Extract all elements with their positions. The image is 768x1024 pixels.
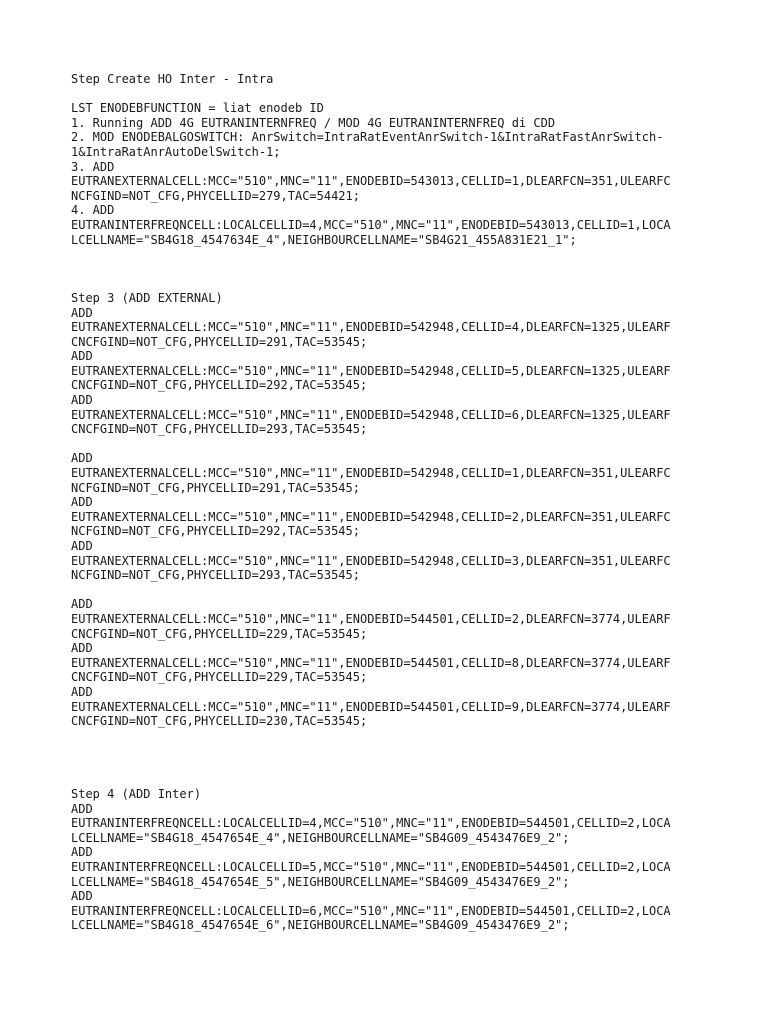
- text-line: LST ENODEBFUNCTION = liat enodeb ID: [71, 101, 324, 116]
- text-line: EUTRANINTERFREQNCELL:LOCALCELLID=4,MCC="510",MNC="11",ENODEBID=543013,CELLID=1,LOCA: [71, 217, 671, 232]
- text-line: ADD: [71, 641, 93, 656]
- text-line: EUTRANEXTERNALCELL:MCC="510",MNC="11",ENODEBID=543013,CELLID=1,DLEARFCN=351,ULEARFC: [71, 174, 671, 189]
- text-line: EUTRANEXTERNALCELL:MCC="510",MNC="11",ENODEBID=542948,CELLID=3,DLEARFCN=351,ULEARFC: [71, 553, 671, 568]
- text-line: CNCFGIND=NOT_CFG,PHYCELLID=229,TAC=53545;: [71, 670, 368, 685]
- text-line: 3. ADD: [71, 159, 115, 174]
- text-line: CNCFGIND=NOT_CFG,PHYCELLID=229,TAC=53545;: [71, 626, 368, 641]
- text-line: 1. Running ADD 4G EUTRANINTERNFREQ / MOD 4G EUTRANINTERNFREQ di CDD: [71, 115, 556, 130]
- blank-line: [71, 247, 711, 262]
- text-line: ADD: [71, 539, 93, 553]
- blank-line: [71, 87, 711, 102]
- text-line: 1&IntraRatAnrAutoDelSwitch-1;: [71, 144, 281, 159]
- text-line: LCELLNAME="SB4G18_4547654E_4",NEIGHBOURCELLNAME="SB4G09_4543476E9_2";: [71, 830, 570, 845]
- blank-line: [71, 729, 711, 744]
- blank-line: [71, 773, 711, 788]
- text-line: NCFGIND=NOT_CFG,PHYCELLID=279,TAC=54421;: [71, 188, 360, 203]
- blank-line: [71, 583, 711, 598]
- text-line: EUTRANINTERFREQNCELL:LOCALCELLID=6,MCC="510",MNC="11",ENODEBID=544501,CELLID=2,LOCA: [71, 903, 671, 918]
- text-line: NCFGIND=NOT_CFG,PHYCELLID=292,TAC=53545;: [71, 524, 360, 539]
- text-line: NCFGIND=NOT_CFG,PHYCELLID=293,TAC=53545;: [71, 568, 360, 583]
- text-line: ADD: [71, 845, 93, 860]
- text-line: EUTRANEXTERNALCELL:MCC="510",MNC="11",ENODEBID=544501,CELLID=9,DLEARFCN=3774,ULEARF: [71, 699, 671, 714]
- text-line: ADD: [71, 305, 93, 320]
- text-line: LCELLNAME="SB4G18_4547654E_5",NEIGHBOURCELLNAME="SB4G09_4543476E9_2";: [71, 874, 570, 889]
- text-line: EUTRANEXTERNALCELL:MCC="510",MNC="11",ENODEBID=542948,CELLID=5,DLEARFCN=1325,ULEARF: [71, 363, 671, 378]
- text-line: EUTRANEXTERNALCELL:MCC="510",MNC="11",ENODEBID=542948,CELLID=2,DLEARFCN=351,ULEARFC: [71, 509, 671, 524]
- text-line: 2. MOD ENODEBALGOSWITCH: AnrSwitch=IntraRatEventAnrSwitch-1&IntraRatFastAnrSwitch-: [71, 130, 664, 145]
- text-line: Step Create HO Inter - Intra: [71, 72, 274, 86]
- text-line: LCELLNAME="SB4G18_4547634E_4",NEIGHBOURCELLNAME="SB4G21_455A831E21_1";: [71, 232, 577, 247]
- text-line: EUTRANEXTERNALCELL:MCC="510",MNC="11",ENODEBID=544501,CELLID=8,DLEARFCN=3774,ULEARF: [71, 655, 671, 670]
- text-line: ADD: [71, 349, 93, 364]
- text-line: EUTRANEXTERNALCELL:MCC="510",MNC="11",ENODEBID=544501,CELLID=2,DLEARFCN=3774,ULEARF: [71, 611, 671, 626]
- text-line: CNCFGIND=NOT_CFG,PHYCELLID=292,TAC=53545;: [71, 378, 368, 393]
- text-line: NCFGIND=NOT_CFG,PHYCELLID=291,TAC=53545;: [71, 480, 360, 495]
- text-line: EUTRANEXTERNALCELL:MCC="510",MNC="11",ENODEBID=542948,CELLID=4,DLEARFCN=1325,ULEARF: [71, 320, 671, 335]
- text-line: ADD: [71, 495, 93, 510]
- blank-line: [71, 743, 711, 758]
- text-line: EUTRANEXTERNALCELL:MCC="510",MNC="11",ENODEBID=542948,CELLID=6,DLEARFCN=1325,ULEARF: [71, 407, 671, 422]
- text-line: ADD: [71, 889, 93, 904]
- text-line: LCELLNAME="SB4G18_4547654E_6",NEIGHBOURCELLNAME="SB4G09_4543476E9_2";: [71, 918, 570, 933]
- text-line: EUTRANINTERFREQNCELL:LOCALCELLID=5,MCC="510",MNC="11",ENODEBID=544501,CELLID=2,LOCA: [71, 860, 671, 875]
- text-line: ADD: [71, 684, 93, 699]
- text-line: Step 3 (ADD EXTERNAL): [71, 290, 223, 305]
- text-line: EUTRANEXTERNALCELL:MCC="510",MNC="11",ENODEBID=542948,CELLID=1,DLEARFCN=351,ULEARFC: [71, 466, 671, 481]
- document-text-block: [71, 72, 711, 933]
- text-line: CNCFGIND=NOT_CFG,PHYCELLID=291,TAC=53545;: [71, 334, 368, 349]
- text-line: EUTRANINTERFREQNCELL:LOCALCELLID=4,MCC="510",MNC="11",ENODEBID=544501,CELLID=2,LOCA: [71, 816, 671, 831]
- text-line: 4. ADD: [71, 203, 115, 218]
- text-line: Step 4 (ADD Inter): [71, 787, 202, 802]
- text-line: ADD: [71, 451, 93, 466]
- blank-line: [71, 262, 711, 277]
- blank-line: [71, 437, 711, 452]
- text-line: ADD: [71, 597, 93, 612]
- blank-line: [71, 758, 711, 773]
- text-line: ADD: [71, 801, 93, 816]
- blank-line: [71, 276, 711, 291]
- text-line: ADD: [71, 393, 93, 408]
- text-line: CNCFGIND=NOT_CFG,PHYCELLID=293,TAC=53545;: [71, 422, 368, 437]
- text-line: CNCFGIND=NOT_CFG,PHYCELLID=230,TAC=53545;: [71, 714, 368, 729]
